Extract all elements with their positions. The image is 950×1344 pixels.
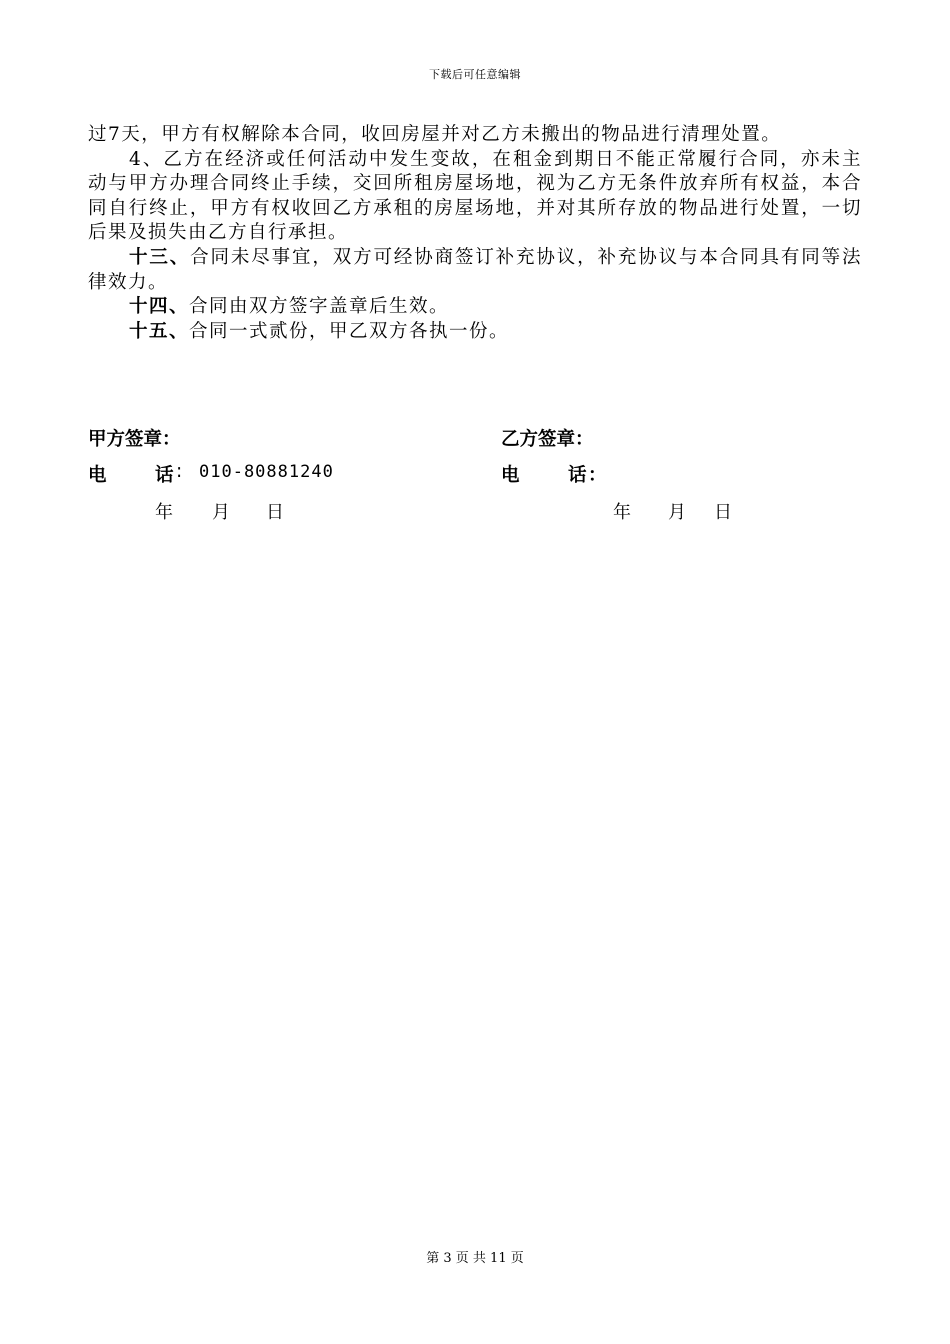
clause-15-text: 合同一式贰份，甲乙双方各执一份。 xyxy=(189,320,510,342)
party-b-date-month: 月 xyxy=(668,502,686,523)
party-a-tel-char-1: 电 xyxy=(88,465,107,486)
party-b-tel-colon: ： xyxy=(588,465,607,486)
party-a-tel-value: 010-80881240 xyxy=(199,462,334,482)
party-a-date-month: 月 xyxy=(212,502,230,523)
party-b-tel-char-2: 话 xyxy=(568,465,587,486)
clause-13-text: 合同未尽事宜，双方可经协商签订补充协议，补充协议与本合同具有同等法律效力。 xyxy=(88,246,862,293)
clause-14-number: 十四、 xyxy=(129,296,190,318)
party-a-tel-colon: : xyxy=(176,461,183,482)
party-a-date-year: 年 xyxy=(155,502,173,523)
page-footer: 第 3 页 共 11 页 xyxy=(426,1251,524,1266)
clause-13 xyxy=(88,246,862,295)
clause-15 xyxy=(88,320,862,345)
clause-14 xyxy=(88,295,862,320)
clause-15-number: 十五、 xyxy=(129,320,190,342)
party-a-tel-char-2: 话 xyxy=(155,465,174,486)
party-b-signature-label: 乙方签章： xyxy=(501,429,594,450)
party-b-date-day: 日 xyxy=(714,502,732,523)
contract-body xyxy=(88,123,862,344)
paragraph-termination-continued: 过7天，甲方有权解除本合同，收回房屋并对乙方未搬出的物品进行清理处置。 xyxy=(88,124,782,145)
paragraph-clause-4: 4、乙方在经济或任何活动中发生变故，在租金到期日不能正常履行合同，亦未主动与甲方办理合同终止手续，交回所租房屋场地，视为乙方无条件放弃所有权益，本合同自行终止，甲方有权收回乙方承租的房屋场地，并对其所存放的物品进行处置，一切后果及损失由乙方自行承担。 xyxy=(88,148,862,244)
party-b-tel-char-1: 电 xyxy=(501,465,520,486)
clause-14-text: 合同由双方签字盖章后生效。 xyxy=(189,296,450,318)
party-a-date-day: 日 xyxy=(266,502,284,523)
page-header: 下载后可任意编辑 xyxy=(429,68,521,81)
party-b-date-year: 年 xyxy=(613,502,631,523)
party-a-signature-label: 甲方签章： xyxy=(88,429,181,450)
clause-13-number: 十三、 xyxy=(129,246,191,268)
